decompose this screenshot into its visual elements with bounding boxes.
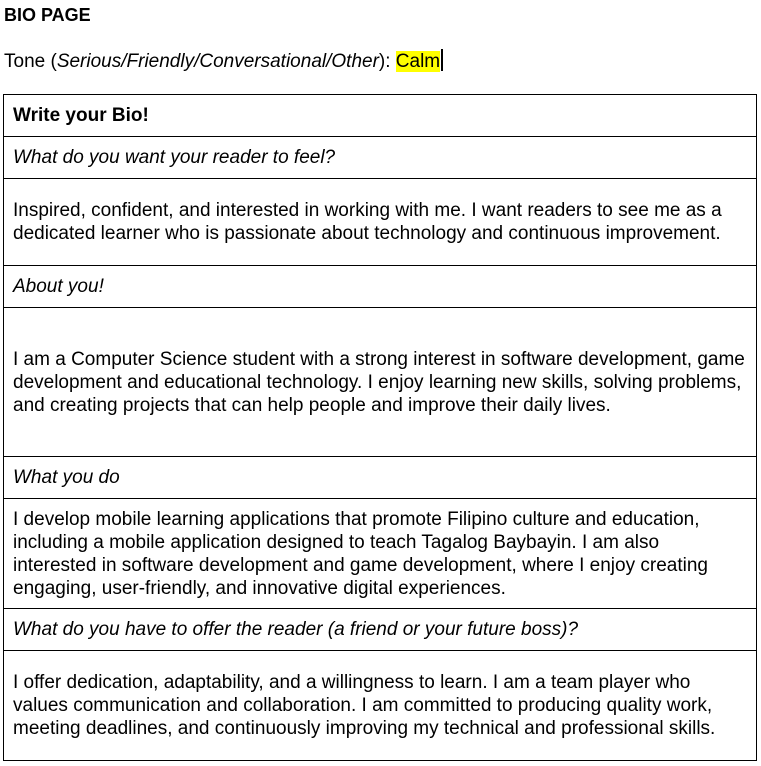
bio-table-header[interactable]: Write your Bio! xyxy=(4,95,757,137)
table-row xyxy=(4,308,757,457)
table-row xyxy=(4,457,757,499)
table-row xyxy=(4,499,757,609)
tone-options: Serious/Friendly/Conversational/Other xyxy=(56,51,379,72)
table-row xyxy=(4,609,757,651)
tone-line[interactable] xyxy=(4,49,443,74)
answer-about-you[interactable]: I am a Computer Science student with a strong interest in software development, game development and educational technology. I enjoy learning new skills, solving problems, and creating projects that can help people and improve their daily lives. xyxy=(4,308,757,457)
question-reader-feel[interactable]: What do you want your reader to feel? xyxy=(4,137,757,179)
answer-what-you-do[interactable]: I develop mobile learning applications that promote Filipino culture and education, including a mobile application designed to teach Tagalog Baybayin. I am also interested in software development and game development, where I enjoy creating engaging, user-friendly, and innovative digital experiences. xyxy=(4,499,757,609)
page-title: BIO PAGE xyxy=(4,5,91,25)
table-row xyxy=(4,266,757,308)
answer-reader-feel[interactable]: Inspired, confident, and interested in working with me. I want readers to see me as a dedicated learner who is passionate about technology and continuous improvement. xyxy=(4,179,757,266)
answer-offer-reader[interactable]: I offer dedication, adaptability, and a willingness to learn. I am a team player who values communication and collaboration. I am committed to producing quality work, meeting deadlines, and continuously improving my technical and professional skills. xyxy=(4,651,757,761)
question-what-you-do[interactable]: What you do xyxy=(4,457,757,499)
text-cursor xyxy=(441,49,443,71)
table-row xyxy=(4,651,757,761)
tone-label-prefix: Tone ( xyxy=(4,51,57,72)
table-row xyxy=(4,179,757,266)
table-row xyxy=(4,95,757,137)
question-offer-reader[interactable]: What do you have to offer the reader (a friend or your future boss)? xyxy=(4,609,757,651)
tone-label-suffix: ): xyxy=(378,51,396,72)
question-about-you[interactable]: About you! xyxy=(4,266,757,308)
bio-table xyxy=(3,94,757,761)
tone-value[interactable]: Calm xyxy=(395,51,441,72)
table-row xyxy=(4,137,757,179)
